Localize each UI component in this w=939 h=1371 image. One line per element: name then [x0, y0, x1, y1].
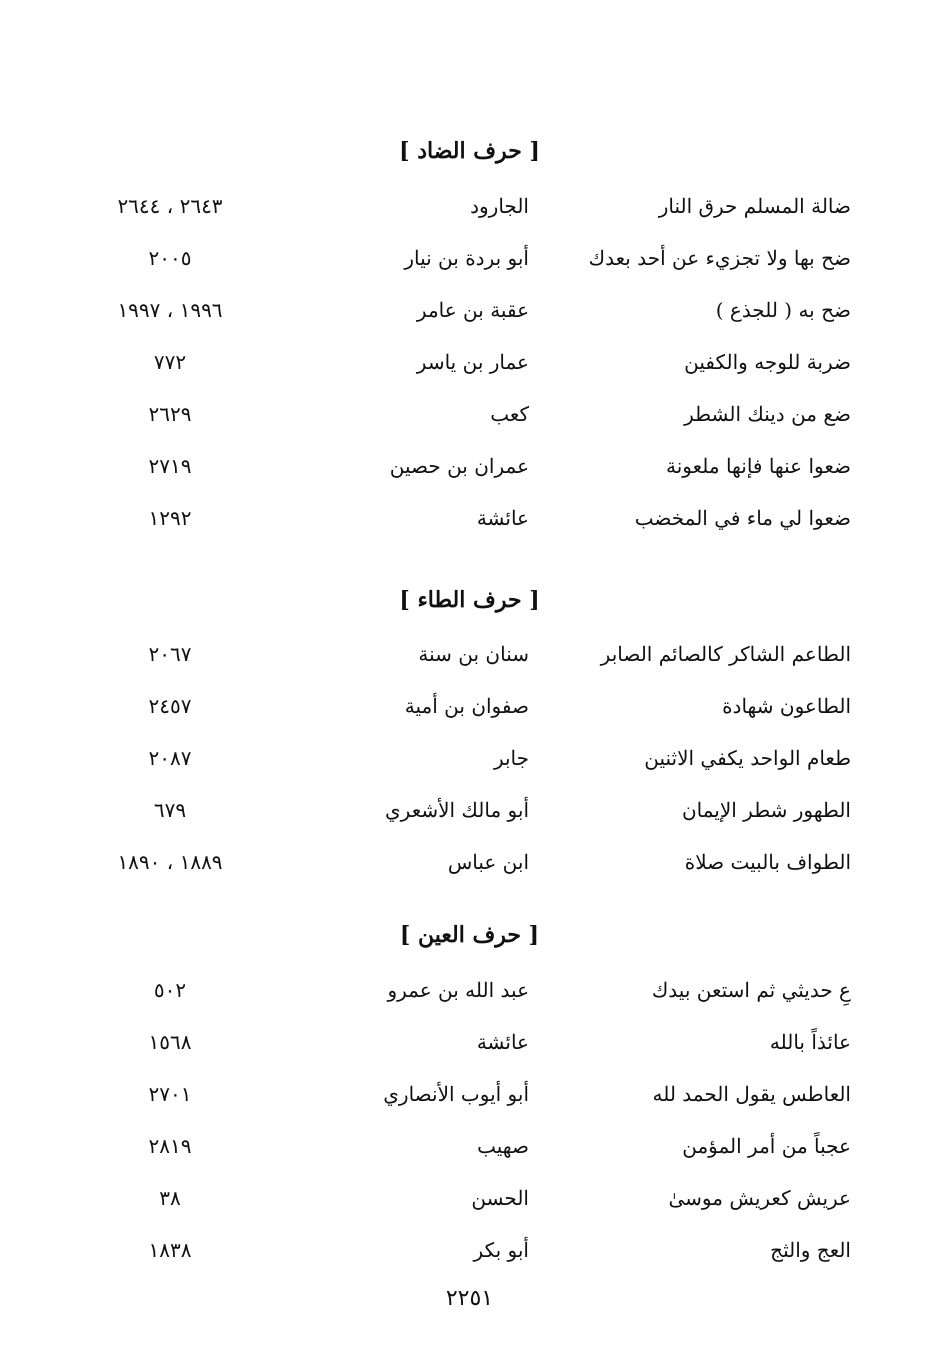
- index-row: [0, 394, 939, 434]
- hadith-number: ٣٨: [159, 1186, 181, 1210]
- hadith-text: عريش كعريش موسىٰ: [668, 1186, 851, 1210]
- narrator-name: كعب: [490, 402, 529, 426]
- hadith-text: ضعوا عنها فإنها ملعونة: [665, 454, 851, 478]
- hadith-text: طعام الواحد يكفي الاثنين: [644, 746, 851, 770]
- index-row: [0, 1126, 939, 1166]
- hadith-text: ضعوا لي ماء في المخضب: [634, 506, 851, 530]
- narrator-name: عقبة بن عامر: [416, 298, 529, 322]
- hadith-number: ٢٧٠١: [148, 1082, 192, 1106]
- hadith-text: الطاعون شهادة: [722, 694, 851, 718]
- hadith-text: الطواف بالبيت صلاة: [684, 850, 851, 874]
- hadith-number: ١٨٣٨: [148, 1238, 192, 1262]
- hadith-number: ١٩٩٦ ، ١٩٩٧: [117, 298, 223, 322]
- narrator-name: جابر: [493, 746, 529, 770]
- index-row: [0, 1022, 939, 1062]
- narrator-name: ابن عباس: [447, 850, 529, 874]
- narrator-name: الجارود: [470, 194, 529, 218]
- index-row: [0, 1178, 939, 1218]
- index-row: [0, 686, 939, 726]
- index-row: [0, 1230, 939, 1270]
- hadith-text: عائذاً بالله: [769, 1030, 851, 1054]
- narrator-name: عمار بن ياسر: [416, 350, 529, 374]
- hadith-number: ١٢٩٢: [148, 506, 192, 530]
- index-row: [0, 842, 939, 882]
- narrator-name: سنان بن سنة: [418, 642, 529, 666]
- hadith-text: ضربة للوجه والكفين: [684, 350, 851, 374]
- narrator-name: أبو بردة بن نيار: [404, 246, 529, 270]
- hadith-number: ٢٦٢٩: [148, 402, 192, 426]
- index-row: [0, 790, 939, 830]
- index-row: [0, 446, 939, 486]
- index-row: [0, 738, 939, 778]
- hadith-number: ٢٨١٩: [148, 1134, 192, 1158]
- index-row: [0, 498, 939, 538]
- narrator-name: عمران بن حصين: [389, 454, 529, 478]
- hadith-text: الطاعم الشاكر كالصائم الصابر: [600, 642, 851, 666]
- hadith-number: ٦٧٩: [153, 798, 187, 822]
- narrator-name: عبد الله بن عمرو: [387, 978, 529, 1002]
- hadith-text: الطهور شطر الإيمان: [681, 798, 851, 822]
- page-number: ٢٢٥١: [445, 1286, 494, 1311]
- hadith-number: ٧٧٢: [153, 350, 187, 374]
- narrator-name: صفوان بن أمية: [404, 694, 529, 718]
- narrator-name: أبو مالك الأشعري: [385, 798, 529, 822]
- hadith-text: ضع من دينك الشطر: [684, 402, 851, 426]
- narrator-name: عائشة: [476, 506, 529, 530]
- index-row: [0, 290, 939, 330]
- hadith-number: ٢٠٠٥: [148, 246, 192, 270]
- hadith-text: العاطس يقول الحمد لله: [652, 1082, 851, 1106]
- hadith-number: ٢٧١٩: [148, 454, 192, 478]
- index-row: [0, 238, 939, 278]
- narrator-name: أبو بكر: [473, 1238, 529, 1262]
- hadith-number: ٢٤٥٧: [148, 694, 192, 718]
- hadith-text: ضح به ( للجذع ): [715, 298, 851, 322]
- index-row: [0, 1074, 939, 1114]
- narrator-name: عائشة: [476, 1030, 529, 1054]
- narrator-name: الحسن: [471, 1186, 529, 1210]
- index-row: [0, 970, 939, 1010]
- hadith-number: ١٨٨٩ ، ١٨٩٠: [117, 850, 223, 874]
- hadith-text: العج والثج: [770, 1238, 851, 1262]
- hadith-text: ضح بها ولا تجزيء عن أحد بعدك: [588, 246, 851, 270]
- hadith-number: ٢٠٨٧: [148, 746, 192, 770]
- hadith-text: عجباً من أمر المؤمن: [682, 1134, 851, 1158]
- section-title-dad: [ حرف الضاد ]: [399, 138, 540, 164]
- hadith-number: ١٥٦٨: [148, 1030, 192, 1054]
- hadith-number: ٥٠٢: [153, 978, 187, 1002]
- index-row: [0, 342, 939, 382]
- narrator-name: صهيب: [477, 1134, 529, 1158]
- hadith-number: ٢٦٤٣ ، ٢٦٤٤: [117, 194, 223, 218]
- hadith-text: عِ حديثي ثم استعن بيدك: [651, 978, 851, 1002]
- index-row: [0, 634, 939, 674]
- section-title-ta: [ حرف الطاء ]: [399, 587, 540, 613]
- narrator-name: أبو أيوب الأنصاري: [383, 1082, 529, 1106]
- hadith-text: ضالة المسلم حرق النار: [658, 194, 851, 218]
- index-row: [0, 186, 939, 226]
- section-title-ain: [ حرف العين ]: [399, 922, 540, 948]
- hadith-number: ٢٠٦٧: [148, 642, 192, 666]
